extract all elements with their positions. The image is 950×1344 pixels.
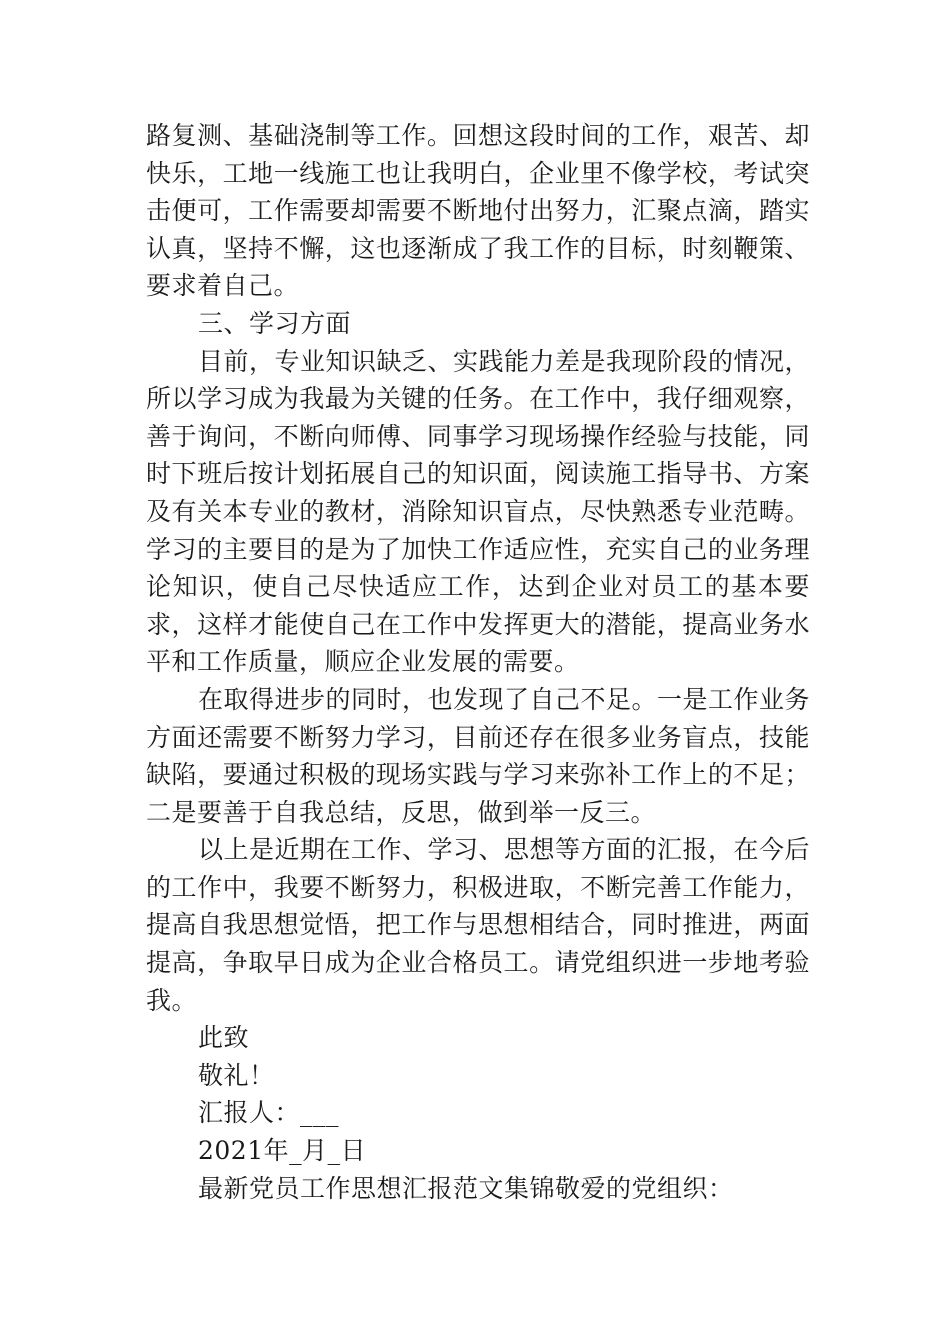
section-heading-study: 三、学习方面	[198, 308, 352, 338]
paragraph-work-continued: 路复测、基础浇制等工作。回想这段时间的工作，艰苦、却快乐，工地一线施工也让我明白，企业里不像学校，考试突击便可，工作需要却需要不断地付出努力，汇聚点滴，踏实认真，坚持不懈，这也逐渐成了我工作的目标，时刻鞭策、要求着自己。	[146, 121, 810, 301]
paragraph-summary: 以上是近期在工作、学习、思想等方面的汇报，在今后的工作中，我要不断努力，积极进取，不断完善工作能力，提高自我思想觉悟，把工作与思想相结合，同时推进，两面提高，争取早日成为企业合格员工。请党组织进一步地考验我。	[146, 835, 811, 1015]
reporter-line: 汇报人：___	[198, 1098, 340, 1128]
date-line: 2021年_月_日	[198, 1136, 367, 1166]
next-article-title: 最新党员工作思想汇报范文集锦敬爱的党组织：	[198, 1173, 734, 1203]
paragraph-study: 目前，专业知识缺乏、实践能力差是我现阶段的情况，所以学习成为我最为关键的任务。在工作中，我仔细观察，善于询问，不断向师傅、同事学习现场操作经验与技能，同时下班后按计划拓展自己的知识面，阅读施工指导书、方案及有关本专业的教材，消除知识盲点，尽快熟悉专业范畴。学习的主要目的是为了加快工作适应性，充实自己的业务理论知识，使自己尽快适应工作，达到企业对员工的基本要求，这样才能使自己在工作中发挥更大的潜能，提高业务水平和工作质量，顺应企业发展的需要。	[146, 346, 811, 677]
paragraph-shortcomings: 在取得进步的同时，也发现了自己不足。一是工作业务方面还需要不断努力学习，目前还存在很多业务盲点，技能缺陷，要通过积极的现场实践与学习来弥补工作上的不足；二是要善于自我总结，反思，做到举一反三。	[146, 684, 811, 827]
salute-line: 敬礼！	[198, 1060, 275, 1090]
document-body	[146, 117, 810, 1207]
closing-line: 此致	[198, 1023, 250, 1053]
